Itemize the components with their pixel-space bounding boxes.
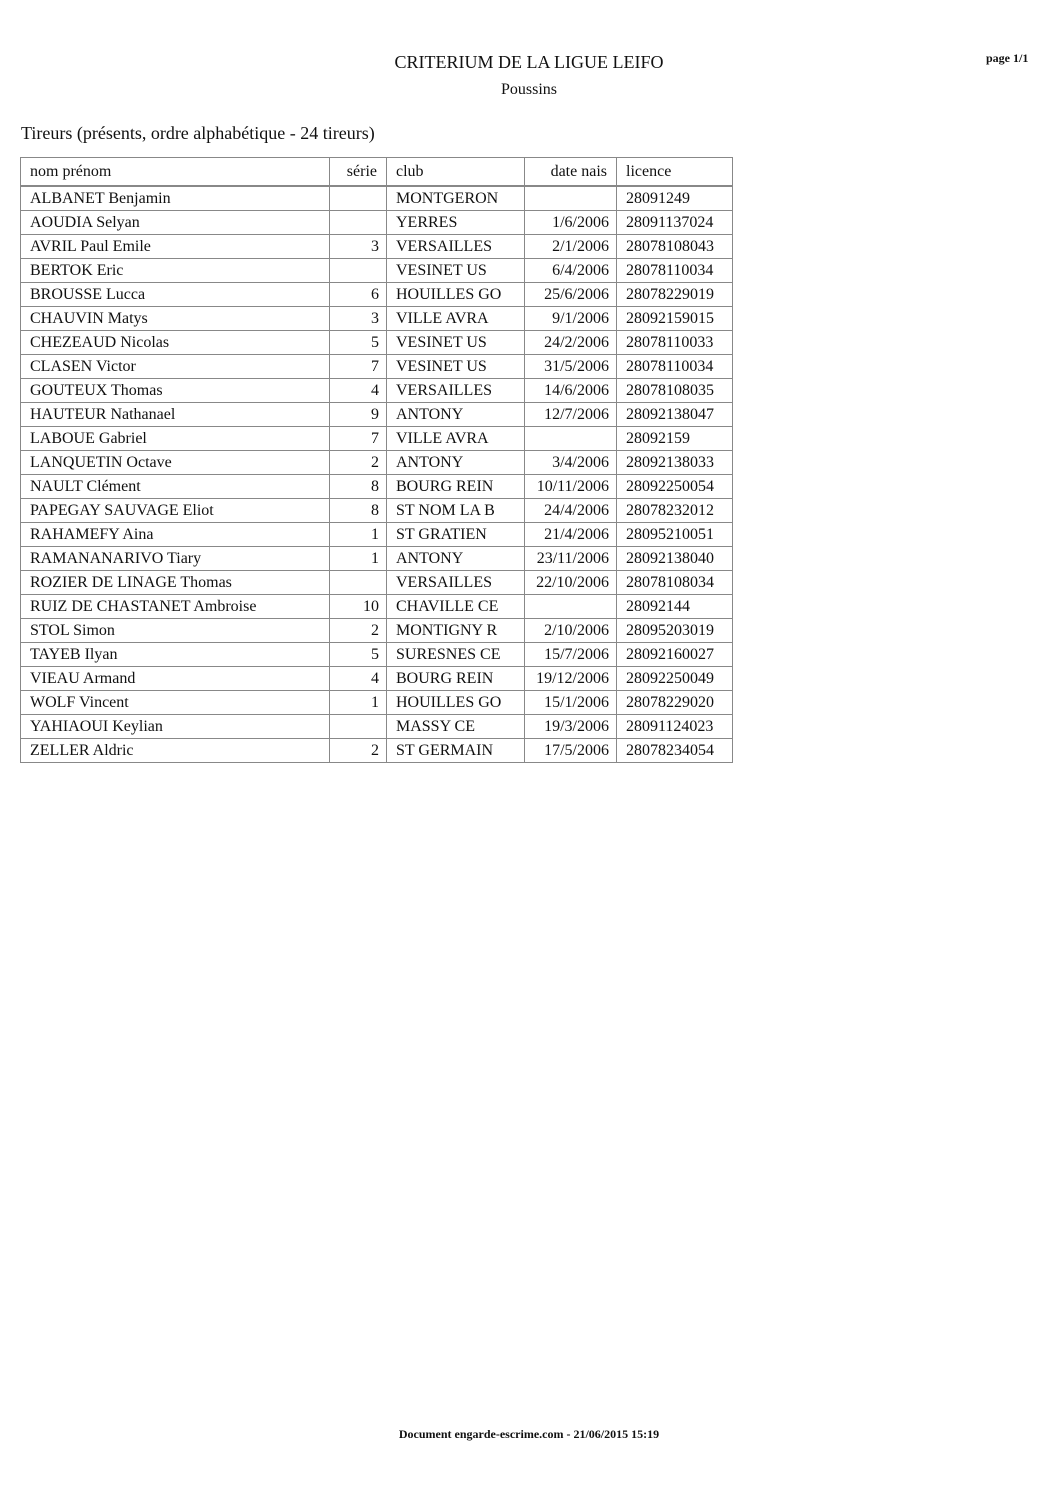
cell-birthdate: 21/4/2006 bbox=[525, 523, 617, 547]
cell-name: GOUTEUX Thomas bbox=[21, 379, 330, 403]
cell-name: VIEAU Armand bbox=[21, 667, 330, 691]
cell-birthdate: 12/7/2006 bbox=[525, 403, 617, 427]
cell-licence: 28092138047 bbox=[617, 403, 733, 427]
cell-serie: 7 bbox=[330, 427, 387, 451]
cell-club: MONTGERON bbox=[387, 186, 525, 211]
cell-birthdate: 10/11/2006 bbox=[525, 475, 617, 499]
cell-birthdate: 31/5/2006 bbox=[525, 355, 617, 379]
category-subtitle: Poussins bbox=[500, 81, 558, 98]
table-row bbox=[21, 259, 733, 283]
cell-birthdate: 17/5/2006 bbox=[525, 739, 617, 763]
cell-licence: 28078108035 bbox=[617, 379, 733, 403]
cell-licence: 28078110034 bbox=[617, 355, 733, 379]
cell-serie: 5 bbox=[330, 331, 387, 355]
cell-serie: 2 bbox=[330, 739, 387, 763]
cell-name: BROUSSE Lucca bbox=[21, 283, 330, 307]
table-row bbox=[21, 235, 733, 259]
cell-club: VILLE AVRA bbox=[387, 307, 525, 331]
cell-licence: 28078110033 bbox=[617, 331, 733, 355]
table-row bbox=[21, 523, 733, 547]
cell-serie: 3 bbox=[330, 235, 387, 259]
table-row bbox=[21, 667, 733, 691]
cell-name: ROZIER DE LINAGE Thomas bbox=[21, 571, 330, 595]
table-header-row bbox=[21, 158, 733, 187]
cell-licence: 28095203019 bbox=[617, 619, 733, 643]
cell-serie: 1 bbox=[330, 691, 387, 715]
cell-birthdate bbox=[525, 427, 617, 451]
document-footer: Document engarde-escrime.com - 21/06/2015 15:19 bbox=[398, 1427, 660, 1441]
cell-name: YAHIAOUI Keylian bbox=[21, 715, 330, 739]
cell-serie: 10 bbox=[330, 595, 387, 619]
cell-club: MASSY CE bbox=[387, 715, 525, 739]
cell-name: HAUTEUR Nathanael bbox=[21, 403, 330, 427]
cell-club: BOURG REIN bbox=[387, 667, 525, 691]
cell-licence: 28078232012 bbox=[617, 499, 733, 523]
cell-birthdate: 2/10/2006 bbox=[525, 619, 617, 643]
table-row bbox=[21, 307, 733, 331]
table-row bbox=[21, 643, 733, 667]
header-club: club bbox=[387, 158, 525, 187]
cell-licence: 28095210051 bbox=[617, 523, 733, 547]
cell-serie bbox=[330, 259, 387, 283]
cell-serie: 4 bbox=[330, 379, 387, 403]
header-licence: licence bbox=[617, 158, 733, 187]
cell-licence: 28092160027 bbox=[617, 643, 733, 667]
cell-serie: 9 bbox=[330, 403, 387, 427]
cell-birthdate: 23/11/2006 bbox=[525, 547, 617, 571]
table-row bbox=[21, 499, 733, 523]
cell-name: RUIZ DE CHASTANET Ambroise bbox=[21, 595, 330, 619]
document-title: CRITERIUM DE LA LIGUE LEIFO bbox=[394, 52, 664, 72]
cell-club: MONTIGNY R bbox=[387, 619, 525, 643]
cell-licence: 28092138033 bbox=[617, 451, 733, 475]
cell-birthdate: 19/12/2006 bbox=[525, 667, 617, 691]
cell-club: SURESNES CE bbox=[387, 643, 525, 667]
cell-serie: 4 bbox=[330, 667, 387, 691]
cell-licence: 28078234054 bbox=[617, 739, 733, 763]
table-row bbox=[21, 547, 733, 571]
table-row bbox=[21, 691, 733, 715]
cell-name: TAYEB Ilyan bbox=[21, 643, 330, 667]
table-row bbox=[21, 595, 733, 619]
cell-licence: 28091249 bbox=[617, 186, 733, 211]
cell-club: CHAVILLE CE bbox=[387, 595, 525, 619]
cell-club: HOUILLES GO bbox=[387, 691, 525, 715]
table-row bbox=[21, 211, 733, 235]
cell-birthdate: 24/2/2006 bbox=[525, 331, 617, 355]
cell-birthdate: 3/4/2006 bbox=[525, 451, 617, 475]
table-row bbox=[21, 619, 733, 643]
cell-licence: 28078110034 bbox=[617, 259, 733, 283]
cell-club: VESINET US bbox=[387, 331, 525, 355]
cell-serie: 3 bbox=[330, 307, 387, 331]
cell-name: AVRIL Paul Emile bbox=[21, 235, 330, 259]
cell-serie: 7 bbox=[330, 355, 387, 379]
header-birthdate: date nais bbox=[525, 158, 617, 187]
table-row bbox=[21, 283, 733, 307]
table-row bbox=[21, 331, 733, 355]
cell-licence: 28092250054 bbox=[617, 475, 733, 499]
cell-licence: 28092138040 bbox=[617, 547, 733, 571]
header-name: nom prénom bbox=[21, 158, 330, 187]
cell-licence: 28092159 bbox=[617, 427, 733, 451]
table-row bbox=[21, 403, 733, 427]
cell-serie bbox=[330, 211, 387, 235]
table-row bbox=[21, 355, 733, 379]
cell-name: BERTOK Eric bbox=[21, 259, 330, 283]
fencers-table bbox=[20, 157, 733, 763]
cell-serie bbox=[330, 186, 387, 211]
cell-name: RAMANANARIVO Tiary bbox=[21, 547, 330, 571]
cell-club: ANTONY bbox=[387, 403, 525, 427]
cell-name: NAULT Clément bbox=[21, 475, 330, 499]
cell-licence: 28091137024 bbox=[617, 211, 733, 235]
cell-club: VILLE AVRA bbox=[387, 427, 525, 451]
cell-birthdate: 15/1/2006 bbox=[525, 691, 617, 715]
cell-serie: 2 bbox=[330, 451, 387, 475]
cell-birthdate: 22/10/2006 bbox=[525, 571, 617, 595]
cell-serie: 1 bbox=[330, 523, 387, 547]
cell-birthdate bbox=[525, 595, 617, 619]
cell-name: AOUDIA Selyan bbox=[21, 211, 330, 235]
cell-licence: 28078229019 bbox=[617, 283, 733, 307]
cell-club: VERSAILLES bbox=[387, 235, 525, 259]
cell-serie: 1 bbox=[330, 547, 387, 571]
cell-name: WOLF Vincent bbox=[21, 691, 330, 715]
cell-club: YERRES bbox=[387, 211, 525, 235]
cell-birthdate bbox=[525, 186, 617, 211]
cell-name: RAHAMEFY Aina bbox=[21, 523, 330, 547]
cell-club: ANTONY bbox=[387, 547, 525, 571]
cell-birthdate: 9/1/2006 bbox=[525, 307, 617, 331]
cell-serie: 8 bbox=[330, 475, 387, 499]
cell-club: VERSAILLES bbox=[387, 571, 525, 595]
cell-club: VESINET US bbox=[387, 259, 525, 283]
cell-serie bbox=[330, 715, 387, 739]
table-row bbox=[21, 186, 733, 211]
cell-licence: 28092159015 bbox=[617, 307, 733, 331]
cell-licence: 28078108043 bbox=[617, 235, 733, 259]
table-row bbox=[21, 739, 733, 763]
cell-serie: 6 bbox=[330, 283, 387, 307]
header-serie: série bbox=[330, 158, 387, 187]
cell-birthdate: 14/6/2006 bbox=[525, 379, 617, 403]
cell-birthdate: 24/4/2006 bbox=[525, 499, 617, 523]
cell-name: ZELLER Aldric bbox=[21, 739, 330, 763]
cell-name: LABOUE Gabriel bbox=[21, 427, 330, 451]
section-title: Tireurs (présents, ordre alphabétique - 24 tireurs) bbox=[21, 123, 375, 143]
cell-birthdate: 6/4/2006 bbox=[525, 259, 617, 283]
cell-name: ALBANET Benjamin bbox=[21, 186, 330, 211]
cell-club: VERSAILLES bbox=[387, 379, 525, 403]
cell-name: LANQUETIN Octave bbox=[21, 451, 330, 475]
cell-licence: 28091124023 bbox=[617, 715, 733, 739]
table-row bbox=[21, 715, 733, 739]
table-row bbox=[21, 427, 733, 451]
cell-club: ST NOM LA B bbox=[387, 499, 525, 523]
cell-serie: 8 bbox=[330, 499, 387, 523]
page-number: page 1/1 bbox=[986, 51, 1029, 65]
table-body bbox=[21, 186, 733, 763]
cell-club: ANTONY bbox=[387, 451, 525, 475]
cell-name: STOL Simon bbox=[21, 619, 330, 643]
cell-birthdate: 19/3/2006 bbox=[525, 715, 617, 739]
cell-club: ST GRATIEN bbox=[387, 523, 525, 547]
table-row bbox=[21, 475, 733, 499]
cell-name: CHEZEAUD Nicolas bbox=[21, 331, 330, 355]
cell-birthdate: 25/6/2006 bbox=[525, 283, 617, 307]
cell-serie: 2 bbox=[330, 619, 387, 643]
cell-birthdate: 2/1/2006 bbox=[525, 235, 617, 259]
cell-name: PAPEGAY SAUVAGE Eliot bbox=[21, 499, 330, 523]
cell-name: CHAUVIN Matys bbox=[21, 307, 330, 331]
cell-birthdate: 15/7/2006 bbox=[525, 643, 617, 667]
cell-licence: 28092250049 bbox=[617, 667, 733, 691]
cell-club: ST GERMAIN bbox=[387, 739, 525, 763]
table-row bbox=[21, 379, 733, 403]
table-row bbox=[21, 451, 733, 475]
cell-serie: 5 bbox=[330, 643, 387, 667]
cell-club: VESINET US bbox=[387, 355, 525, 379]
table-row bbox=[21, 571, 733, 595]
cell-licence: 28078229020 bbox=[617, 691, 733, 715]
cell-licence: 28078108034 bbox=[617, 571, 733, 595]
cell-club: BOURG REIN bbox=[387, 475, 525, 499]
cell-name: CLASEN Victor bbox=[21, 355, 330, 379]
cell-serie bbox=[330, 571, 387, 595]
cell-licence: 28092144 bbox=[617, 595, 733, 619]
cell-club: HOUILLES GO bbox=[387, 283, 525, 307]
cell-birthdate: 1/6/2006 bbox=[525, 211, 617, 235]
